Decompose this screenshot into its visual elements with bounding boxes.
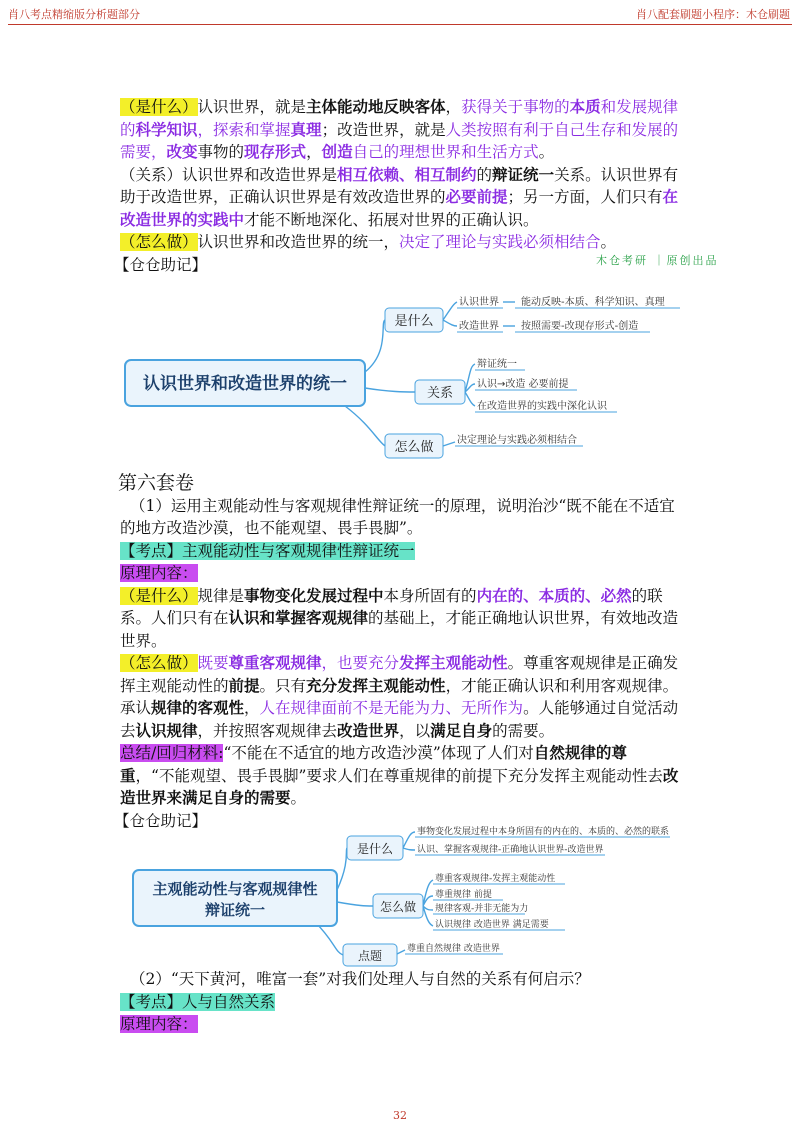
t: ， — [445, 98, 462, 116]
memo-heading-2: 【仓仓助记】 — [114, 811, 208, 830]
t: 规律是 — [197, 586, 245, 605]
leaf: 尊重规律 前提 — [435, 890, 492, 900]
t: 事物变化发展过程中 — [244, 585, 384, 605]
t: ，并按照客观规律去 — [197, 721, 338, 740]
t: ，也要充分 — [321, 654, 400, 672]
t: 辩证统一 — [492, 164, 555, 184]
t: ；另一方面，人们只有 — [507, 188, 663, 206]
t: 相互依赖、相互制约 — [337, 164, 477, 184]
mindmap2-center-line1: 主观能动性与客观规律性 — [152, 880, 318, 898]
t: 。 — [538, 143, 555, 161]
t: 主体能动地反映客体 — [306, 97, 446, 116]
t: ， — [244, 699, 260, 717]
t: 认识世界，就是 — [197, 98, 307, 116]
t: 自然规律的尊重 — [120, 743, 627, 785]
leaf: 认识、掌握客观规律-正确地认识世界-改造世界 — [417, 845, 604, 855]
t: 人在规律面前不是无能为力、无所作为 — [259, 699, 524, 717]
t: 和发展规律的 — [120, 98, 679, 139]
t: 真理 — [290, 119, 322, 139]
branch-relation-label: 关系 — [426, 386, 454, 401]
branch-point-label-2: 点题 — [357, 949, 383, 963]
leaf: 认识规律 改造世界 满足需要 — [435, 920, 549, 930]
summary-tag: 总结/回归材料: — [120, 744, 224, 762]
t: 创造 — [321, 142, 353, 161]
t: 认识世界和改造世界的统一， — [197, 233, 400, 251]
leaf: 尊重自然规律 改造世界 — [407, 944, 500, 954]
leaf: 尊重客观规律-发挥主观能动性 — [435, 874, 556, 884]
header-divider — [8, 24, 792, 25]
memo-heading: 【仓仓助记】 — [114, 255, 208, 274]
yuanli-1: 原理内容： — [120, 564, 198, 582]
t: 获得关于事物的 — [461, 98, 570, 116]
how-paragraph — [120, 231, 680, 254]
page-number: 32 — [393, 1109, 407, 1122]
leaf: 能动反映-本质、科学知识、真理 — [521, 297, 665, 308]
t: “不能在不适宜的地方改造沙漠”体现了人们对 — [223, 744, 534, 762]
t: ，“不能观望、畏手畏脚”要求人们在尊重规律的前提下充分发挥主观能动性去 — [135, 766, 663, 785]
leaf: 规律客观-并非无能为力 — [435, 904, 529, 914]
t: 决定了理论与实践必须相结合 — [399, 233, 601, 251]
question-1: （1）运用主观能动性与客观规律性辩证统一的原理，说明治沙“既不能在不适宜的地方改造沙漠，也不能观望、畏手畏脚”。 — [120, 496, 675, 537]
mindmap-center-label: 认识世界和改造世界的统一 — [143, 374, 347, 394]
leaf: 辩证统一 — [477, 359, 517, 370]
connector — [365, 388, 415, 392]
branch-what-label: 是什么 — [394, 314, 434, 329]
t: 才能不断地深化、拓展对世界的正确认识。 — [244, 210, 539, 229]
t: 内在的、本质的、必然 — [476, 585, 632, 605]
block1-text — [114, 96, 680, 276]
connector — [337, 902, 373, 906]
t: 的基础上，才能正确地认识世界，有效地改造世界。 — [120, 609, 679, 650]
t: 。人能够通过自觉活动去 — [120, 699, 679, 740]
leaf: 决定理论与实践必须相结合 — [457, 435, 577, 446]
mindmap2-center-line2: 辩证统一 — [204, 901, 266, 919]
t: 发挥主观能动性 — [399, 653, 508, 672]
t: 。只有 — [259, 676, 307, 695]
t: ；改造世界，就是 — [321, 120, 446, 139]
connector — [337, 848, 347, 890]
t: 在改造世界的实践中 — [120, 187, 679, 229]
t: 本质 — [569, 97, 601, 116]
watermark: 木仓考研 ｜原创出品 — [596, 254, 719, 267]
branch-how-label: 怎么做 — [394, 440, 434, 455]
question-2-block — [120, 968, 680, 1036]
t: 事物的 — [197, 143, 245, 161]
connector — [443, 320, 457, 326]
t: 本身所固有的 — [383, 586, 477, 605]
t: ，才能正确认识和利用客观规律。承认 — [120, 676, 679, 717]
kaodian-2: 【考点】人与自然关系 — [120, 992, 276, 1011]
t: 尊重客观规律 — [228, 653, 322, 672]
section-title: 第六套卷 — [118, 472, 195, 494]
leaf: 在改造世界的实践中深化认识 — [477, 401, 607, 412]
header-right: 肖八配套刷题小程序：木仓刷题 — [636, 8, 790, 21]
t: 人类按照有利于自己生存和发展的需要， — [120, 120, 679, 161]
t: 改变 — [166, 142, 198, 161]
header-left: 肖八考点精缩版分析题部分 — [8, 8, 140, 21]
t: 前提 — [228, 675, 260, 695]
connector — [403, 832, 415, 848]
t: 自己的理想世界和生活方式 — [352, 143, 539, 161]
branch-what-label-2: 是什么 — [356, 842, 394, 856]
t: 必要前提 — [445, 187, 508, 206]
relation-paragraph — [120, 164, 680, 232]
what-tag: （是什么） — [120, 586, 198, 605]
connector — [365, 320, 385, 372]
t: ， — [306, 143, 322, 161]
connector — [443, 442, 455, 446]
q1-what-paragraph — [120, 585, 680, 653]
t: 关系。认识世界有助于改造世界，正确认识世界是有效改造世界的 — [120, 165, 679, 206]
t: 。尊重客观规律是正确发挥主观能动性的 — [120, 654, 679, 695]
t: 的联系。人们只有在 — [120, 586, 663, 627]
t: 认识规律 — [135, 720, 198, 740]
what-tag: （是什么） — [120, 98, 198, 116]
how-tag: （怎么做） — [120, 233, 198, 251]
t: （关系）认识世界和改造世界是 — [120, 165, 338, 184]
t: 既要 — [197, 654, 229, 672]
t: 科学知识 — [135, 119, 198, 139]
leaf: 认识世界 — [459, 297, 499, 308]
mindmap-2 — [125, 822, 685, 967]
question-2: （2）“天下黄河，唯富一套”对我们处理人与自然的关系有何启示？ — [130, 970, 590, 988]
t: 的需要。 — [492, 721, 555, 740]
t: 规律的客观性 — [151, 698, 245, 717]
t: ，探索和掌握 — [197, 120, 291, 139]
t: 改造世界 — [337, 720, 400, 740]
q1-how-paragraph — [120, 652, 680, 742]
leaf: 认识→改造 必要前提 — [477, 379, 569, 390]
leaf: 改造世界 — [459, 321, 499, 332]
how-tag: （怎么做） — [120, 654, 198, 672]
q1-summary-paragraph — [120, 742, 680, 810]
leaf: 事物变化发展过程中本身所固有的内在的、本质的、必然的联系 — [417, 827, 670, 837]
section-six — [114, 472, 680, 832]
yuanli-2: 原理内容： — [120, 1015, 198, 1033]
t: 认识和掌握客观规律 — [228, 608, 369, 627]
branch-how-label-2: 怎么做 — [379, 900, 417, 914]
mindmap-1 — [115, 280, 695, 470]
connector — [465, 392, 475, 406]
connector — [443, 302, 457, 320]
connector — [403, 848, 415, 850]
t: 充分发挥主观能动性 — [306, 675, 446, 695]
connector — [345, 406, 385, 446]
t: 。 — [290, 789, 307, 807]
t: 满足自身 — [430, 720, 493, 740]
kaodian-1: 【考点】主观能动性与客观规律性辩证统一 — [120, 541, 415, 560]
t: 的 — [476, 165, 493, 184]
t: 改造世界来满足自身的需要 — [120, 765, 679, 807]
connector — [397, 950, 405, 954]
t: 现存形式 — [244, 142, 307, 161]
leaf: 按照需要-改现存形式-创造 — [521, 321, 639, 332]
t: ，以 — [399, 721, 431, 740]
t: 。 — [600, 233, 617, 251]
what-paragraph — [120, 96, 680, 164]
